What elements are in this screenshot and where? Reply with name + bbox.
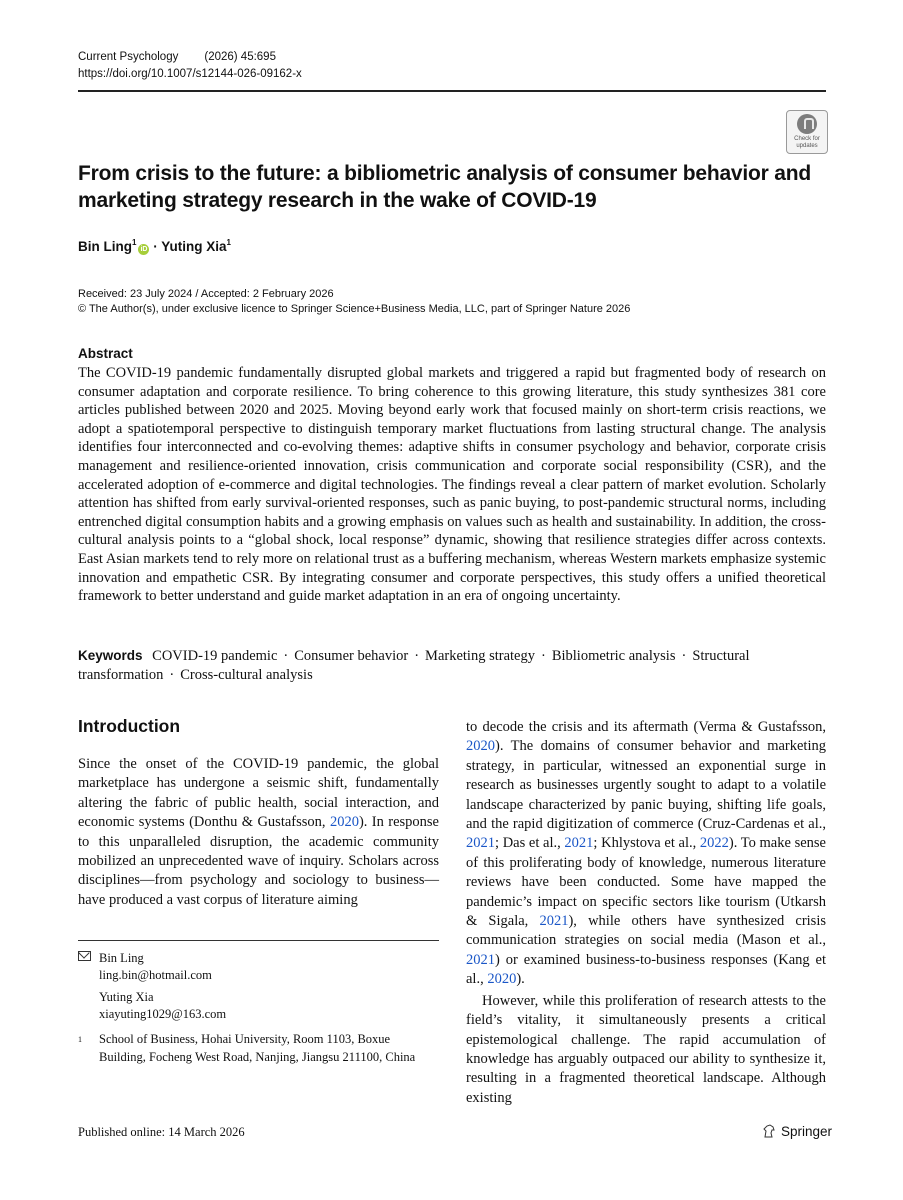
paragraph: However, while this proliferation of research attests to the field’s vitality, it simultaneously presents a critical epistemological challenge. The rapid accumulation of knowledge has arguably outpaced our ability to synthesize it, resulting in a fragmented theoretical landscape. Although existing xyxy=(466,992,826,1106)
header-rule xyxy=(78,90,826,92)
contact-email[interactable]: xiayuting1029@163.com xyxy=(99,1006,227,1021)
doi-link[interactable]: https://doi.org/10.1007/s12144-026-09162-x xyxy=(78,68,302,80)
author-name[interactable]: Bin Ling xyxy=(78,239,132,254)
keyword: Cross-cultural analysis xyxy=(180,667,313,683)
journal-name: Current Psychology xyxy=(78,51,179,63)
citation-link[interactable]: 2020 xyxy=(487,971,517,988)
published-online: Published online: 14 March 2026 xyxy=(78,1125,245,1139)
check-for-updates-badge[interactable]: Check for updates xyxy=(786,110,828,154)
contact-name: Yuting Xia xyxy=(99,990,154,1004)
journal-header xyxy=(78,49,302,83)
keyword: Consumer behavior xyxy=(294,648,409,664)
received-accepted: Received: 23 July 2024 / Accepted: 2 February 2026 xyxy=(78,288,334,300)
citation-link[interactable]: 2021 xyxy=(564,835,594,852)
affiliation-text: School of Business, Hohai University, Room 1103, Boxue Building, Focheng West Road, Nanjing, Jiangsu 211100, China xyxy=(99,1032,416,1064)
paragraph: to decode the crisis and its aftermath (Verma & Gustafsson, 2020). The domains of consumer behavior and marketing strategy, in particular, witnessed an exponential surge in research as businesses urgently sought to adapt to a volatile landscape characterized by panic buying, shifting life goals, and the rapid digitization of commerce (Cruz-Cardenas et al., 2021; Das et al., 2021; Khlystova et al., 2022). To make sense of this proliferating body of knowledge, numerous literature reviews have been conducted. Some have mapped the pandemic’s impact on specific sectors like tourism (Utkarsh & Sigala, 2021), while others have synthesized crisis communication strategies on social media (Mason et al., 2021) or examined business-to-business responses (Kang et al., 2020). xyxy=(466,719,826,988)
citation-link[interactable]: 2022 xyxy=(699,835,729,852)
section-heading-introduction: Introduction xyxy=(78,716,181,736)
contact-email[interactable]: ling.bin@hotmail.com xyxy=(99,967,212,982)
author-list: Bin Ling$^1$iD · Yuting Xia$^1$ xyxy=(78,238,231,254)
intro-right-column xyxy=(466,718,826,1108)
corresponding-contact xyxy=(78,950,226,1022)
abstract-heading: Abstract xyxy=(78,346,133,361)
citation-link[interactable]: 2021 xyxy=(466,951,495,968)
citation-link[interactable]: 2020 xyxy=(466,738,495,755)
paragraph: Since the onset of the COVID-19 pandemic, the global marketplace has undergone a seismic shift, fundamentally altering the fabric of public health, social interaction, and economic systems (Donthu & Gustafsson, 2020). In response to this unparalleled disruption, the academic community mobilized an unprecedented wave of inquiry. Scholars across disciplines—from psychology and sociology to business—have produced a vast corpus of literature aiming xyxy=(78,756,439,908)
author-name[interactable]: Yuting Xia xyxy=(161,239,227,254)
orcid-icon[interactable]: iD xyxy=(140,246,148,253)
keywords: Keywords COVID-19 pandemic · Consumer behavior · Marketing strategy · Bibliometric analysis · Structural transformation · Cross-cultural analysis xyxy=(78,648,750,683)
article-title: From crisis to the future: a bibliometric analysis of consumer behavior and marketing strategy research in the wake of COVID-19 xyxy=(78,162,812,212)
bookmark-icon xyxy=(797,114,817,134)
keyword: COVID-19 pandemic xyxy=(152,648,278,664)
springer-horse-icon xyxy=(762,1124,776,1138)
publisher-name: Springer xyxy=(781,1124,833,1139)
intro-left-column xyxy=(78,755,439,910)
keyword: Structural transformation xyxy=(78,648,750,683)
citation-link[interactable]: 2020 xyxy=(329,814,359,831)
affiliation xyxy=(78,1031,419,1066)
affiliation-number: 1 xyxy=(78,1035,82,1044)
abstract-text: The COVID-19 pandemic fundamentally disrupted global markets and triggered a rapid but fragmented body of research on consumer adaptation and corporate resilience. To bring coherence to this growing literature, this study synthesizes 381 core articles published between 2020 and 2025. Moving beyond early work that focused mainly on short-term crisis reactions, we adopt a spatiotemporal perspective to distinguish temporary market fluctuations from lasting structural change. The analysis identifies four interconnected and co-evolving themes: adaptive shifts in consumer psychology and behavior, corporate crisis management and resilience-oriented innovation, crisis communication and corporate social responsibility (CSR), and the accelerated adoption of e-commerce and digital technologies. The findings reveal a clear pattern of market evolution. Scholarly attention has shifted from early survival-oriented responses, such as panic buying, to post-pandemic structural norms, including entrenched digital consumption habits and a growing emphasis on values such as health and sustainability. In addition, the cross-cultural analysis points to a “global shock, local response” dynamic, showing that resilience strategies differ across contexts. East Asian markets tend to rely more on relational trust as a buffering mechanism, whereas Western markets emphasize systemic innovation and empathetic CSR. By integrating consumer and corporate perspectives, this study offers a unified theoretical framework to better understand and guide market adaptation in an era of ongoing uncertainty. xyxy=(78,365,826,605)
year-volume: (2026) 45:695 xyxy=(204,51,276,63)
citation-link[interactable]: 2021 xyxy=(466,835,495,852)
keyword: Marketing strategy xyxy=(425,648,535,664)
citation-link[interactable]: 2021 xyxy=(539,913,569,930)
keyword: Bibliometric analysis xyxy=(551,648,676,664)
envelope-icon xyxy=(78,951,91,961)
keywords-label: Keywords xyxy=(78,648,143,663)
publisher-logo xyxy=(762,1124,832,1139)
author-separator: · xyxy=(153,239,158,254)
copyright-line: © The Author(s), under exclusive licence to Springer Science+Business Media, LLC, part of Springer Nature 2026 xyxy=(78,303,631,315)
contact-name: Bin Ling xyxy=(99,951,144,965)
article-dates xyxy=(78,287,630,317)
footnote-rule xyxy=(78,940,439,941)
